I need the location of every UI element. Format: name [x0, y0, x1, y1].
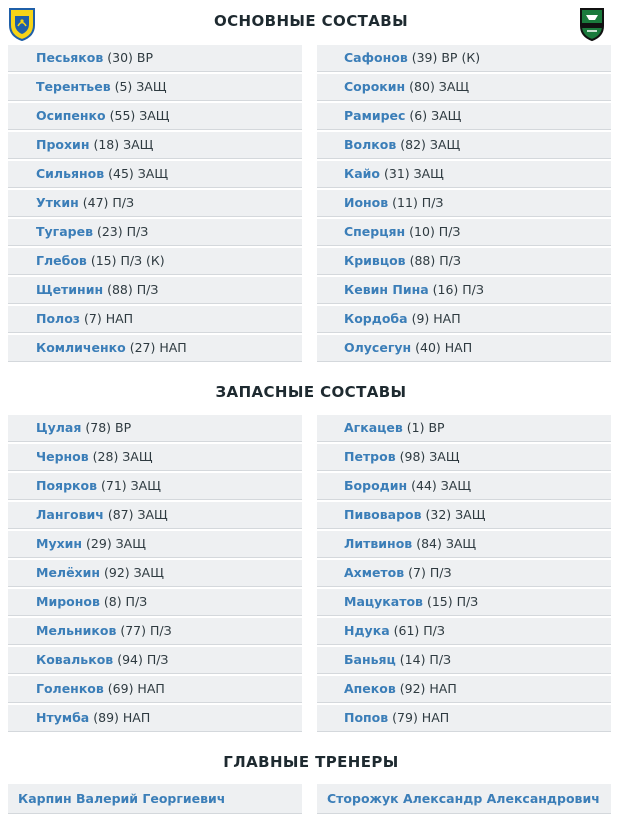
player-number-position: (31) ЗАЩ [383, 166, 444, 181]
player-row [8, 219, 302, 246]
player-number-position: (87) ЗАЩ [107, 507, 168, 522]
player-row [317, 306, 611, 333]
player-name-link[interactable]: Олусегун [344, 340, 412, 355]
player-row [8, 676, 302, 703]
player-row [317, 531, 611, 558]
player-row [317, 248, 611, 275]
player-number-position: (15) П/З [426, 594, 479, 609]
player-number-position: (8) П/З [103, 594, 148, 609]
player-number-position: (45) ЗАЩ [108, 166, 169, 181]
player-row [8, 161, 302, 188]
player-name-link[interactable]: Волков [344, 137, 397, 152]
player-row [8, 132, 302, 159]
player-name-link[interactable]: Глебов [36, 253, 87, 268]
player-name-link[interactable]: Мацукатов [344, 594, 423, 609]
player-row [317, 502, 611, 529]
player-name-link[interactable]: Щетинин [36, 282, 104, 297]
player-row [317, 103, 611, 130]
player-row [317, 676, 611, 703]
player-name-link[interactable]: Кордоба [344, 311, 408, 326]
player-number-position: (88) П/З [409, 253, 461, 268]
player-number-position: (92) ЗАЩ [104, 565, 164, 580]
player-number-position: (1) ВР [406, 420, 445, 435]
player-number-position: (9) НАП [411, 311, 461, 326]
player-number-position: (5) ЗАЩ [114, 79, 167, 94]
player-row [8, 705, 302, 732]
home-starting-list [8, 45, 302, 364]
player-row [8, 444, 302, 471]
player-row [317, 335, 611, 362]
player-name-link[interactable]: Мелёхин [36, 565, 101, 580]
player-name-link[interactable]: Уткин [36, 195, 79, 210]
player-name-link[interactable]: Сперцян [344, 224, 406, 239]
home-coach-link[interactable]: Карпин Валерий Георгиевич [8, 784, 302, 814]
player-name-link[interactable]: Нтумба [36, 710, 90, 725]
player-row [8, 45, 302, 72]
player-row [317, 45, 611, 72]
player-number-position: (92) НАП [399, 681, 457, 696]
player-number-position: (61) П/З [393, 623, 445, 638]
player-number-position: (23) П/З [96, 224, 149, 239]
player-row [317, 560, 611, 587]
player-number-position: (71) ЗАЩ [101, 478, 161, 493]
player-name-link[interactable]: Голенков [36, 681, 104, 696]
player-number-position: (40) НАП [415, 340, 473, 355]
player-row [8, 306, 302, 333]
player-row [317, 589, 611, 616]
player-row [317, 132, 611, 159]
player-name-link[interactable]: Попов [344, 710, 389, 725]
player-number-position: (32) ЗАЩ [425, 507, 486, 522]
player-number-position: (7) П/З [408, 565, 452, 580]
player-row [8, 502, 302, 529]
player-name-link[interactable]: Петров [344, 449, 396, 464]
player-number-position: (82) ЗАЩ [400, 137, 461, 152]
player-number-position: (89) НАП [93, 710, 151, 725]
player-row [8, 647, 302, 674]
player-row [8, 415, 302, 442]
player-name-link[interactable]: Литвинов [344, 536, 413, 551]
player-number-position: (69) НАП [107, 681, 165, 696]
player-name-link[interactable]: Сильянов [36, 166, 105, 181]
player-number-position: (98) ЗАЩ [399, 449, 460, 464]
player-name-link[interactable]: Ковальков [36, 652, 114, 667]
player-row [8, 618, 302, 645]
player-name-link[interactable]: Мухин [36, 536, 83, 551]
away-coach-link[interactable]: Сторожук Александр Александрович [317, 784, 611, 814]
player-row [8, 531, 302, 558]
player-number-position: (94) П/З [117, 652, 169, 667]
player-number-position: (77) П/З [120, 623, 172, 638]
player-name-link[interactable]: Цулая [36, 420, 82, 435]
player-name-link[interactable]: Лангович [36, 507, 104, 522]
player-name-link[interactable]: Ндука [344, 623, 390, 638]
player-name-link[interactable]: Тугарев [36, 224, 93, 239]
player-name-link[interactable]: Агкацев [344, 420, 403, 435]
player-name-link[interactable]: Полоз [36, 311, 81, 326]
player-number-position: (88) П/З [107, 282, 159, 297]
player-row [8, 248, 302, 275]
player-name-link[interactable]: Кривцов [344, 253, 406, 268]
player-number-position: (6) ЗАЩ [409, 108, 462, 123]
player-row [8, 473, 302, 500]
player-number-position: (80) ЗАЩ [409, 79, 470, 94]
player-name-link[interactable]: Прохин [36, 137, 90, 152]
head-coaches-heading: ГЛАВНЫЕ ТРЕНЕРЫ [223, 753, 399, 771]
player-name-link[interactable]: Кевин Пина [344, 282, 429, 297]
player-row [317, 444, 611, 471]
player-row [317, 277, 611, 304]
player-number-position: (11) П/З [392, 195, 444, 210]
player-row [8, 589, 302, 616]
player-number-position: (29) ЗАЩ [86, 536, 146, 551]
player-name-link[interactable]: Рамирес [344, 108, 406, 123]
player-number-position: (14) П/З [399, 652, 452, 667]
home-subs-list [8, 415, 302, 734]
player-row [8, 335, 302, 362]
player-number-position: (7) НАП [84, 311, 134, 326]
player-name-link[interactable]: Комличенко [36, 340, 126, 355]
player-number-position: (79) НАП [392, 710, 450, 725]
substitutes-heading: ЗАПАСНЫЕ СОСТАВЫ [215, 383, 407, 401]
player-row [317, 190, 611, 217]
player-row [317, 647, 611, 674]
player-number-position: (39) ВР (К) [411, 50, 481, 65]
player-row [317, 219, 611, 246]
player-name-link[interactable]: Бородин [344, 478, 408, 493]
player-number-position: (78) ВР [85, 420, 132, 435]
player-row [8, 277, 302, 304]
player-number-position: (10) П/З [409, 224, 461, 239]
player-name-link[interactable]: Ионов [344, 195, 389, 210]
player-name-link[interactable]: Пивоваров [344, 507, 422, 522]
player-number-position: (44) ЗАЩ [411, 478, 472, 493]
player-name-link[interactable]: Апеков [344, 681, 396, 696]
player-row [317, 473, 611, 500]
player-number-position: (55) ЗАЩ [109, 108, 170, 123]
player-name-link[interactable]: Песьяков [36, 50, 104, 65]
player-name-link[interactable]: Кайо [344, 166, 380, 181]
player-row [317, 705, 611, 732]
player-name-link[interactable]: Сорокин [344, 79, 406, 94]
away-starting-list [317, 45, 611, 364]
player-number-position: (15) П/З (К) [90, 253, 165, 268]
player-number-position: (84) ЗАЩ [416, 536, 477, 551]
player-row [317, 618, 611, 645]
player-name-link[interactable]: Терентьев [36, 79, 111, 94]
starting-lineups-heading: ОСНОВНЫЕ СОСТАВЫ [213, 12, 409, 30]
player-row [8, 560, 302, 587]
player-number-position: (30) ВР [107, 50, 153, 65]
player-row [8, 103, 302, 130]
player-number-position: (27) НАП [129, 340, 187, 355]
player-number-position: (28) ЗАЩ [92, 449, 153, 464]
player-row [8, 190, 302, 217]
player-name-link[interactable]: Миронов [36, 594, 100, 609]
player-number-position: (47) П/З [82, 195, 135, 210]
player-row [317, 74, 611, 101]
player-number-position: (18) ЗАЩ [93, 137, 154, 152]
player-name-link[interactable]: Ахметов [344, 565, 405, 580]
player-name-link[interactable]: Поярков [36, 478, 98, 493]
player-row [8, 74, 302, 101]
player-name-link[interactable]: Осипенко [36, 108, 106, 123]
player-name-link[interactable]: Чернов [36, 449, 89, 464]
player-number-position: (16) П/З [432, 282, 484, 297]
player-row [317, 161, 611, 188]
player-row [317, 415, 611, 442]
player-name-link[interactable]: Мельников [36, 623, 117, 638]
player-name-link[interactable]: Баньяц [344, 652, 396, 667]
player-name-link[interactable]: Сафонов [344, 50, 408, 65]
away-subs-list [317, 415, 611, 734]
